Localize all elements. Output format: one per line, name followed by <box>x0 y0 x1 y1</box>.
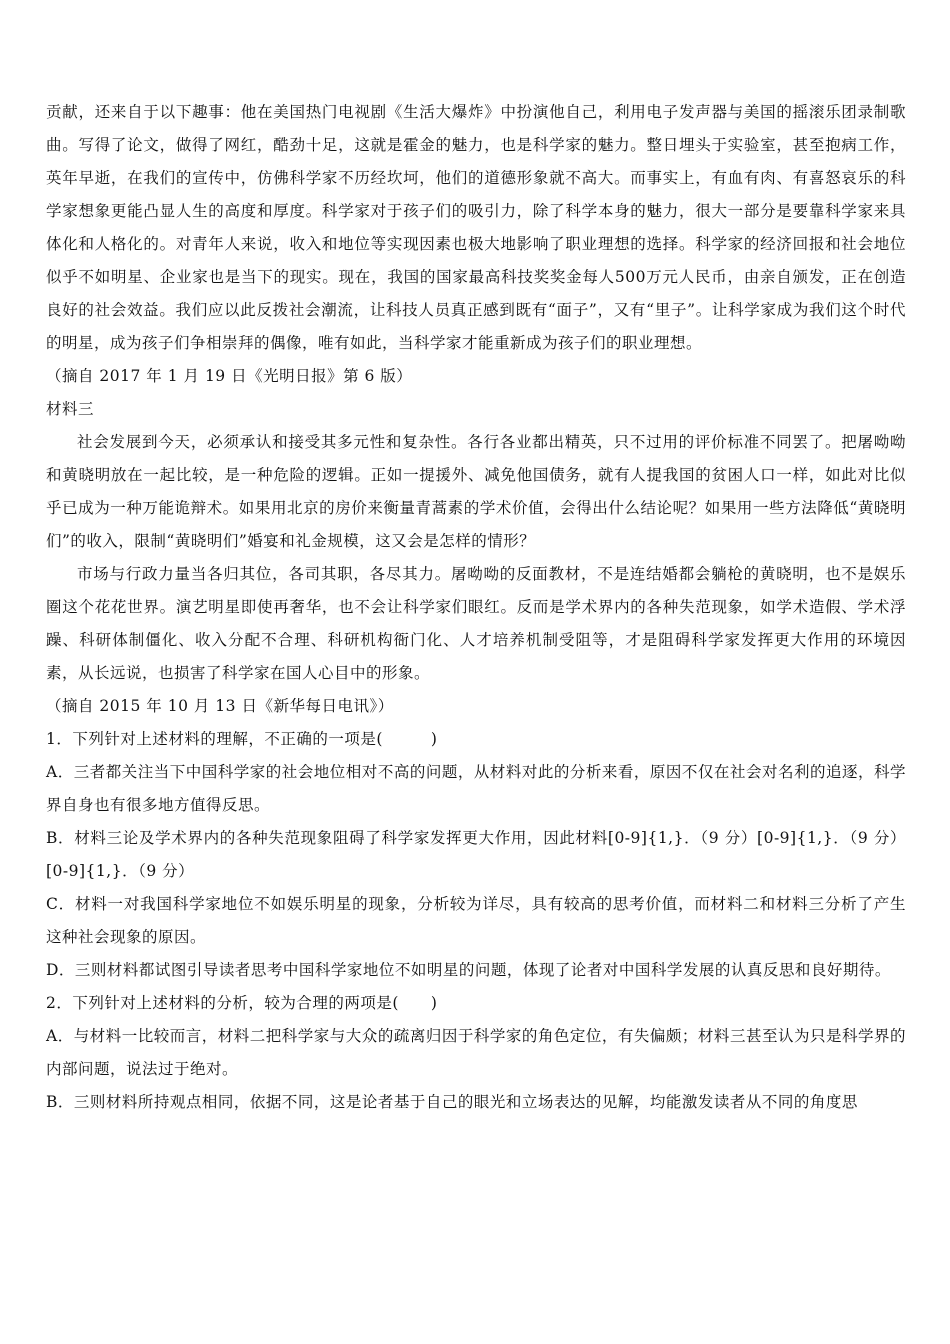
question-2-option-a: A．与材料一比较而言，材料二把科学家与大众的疏离归因于科学家的角色定位，有失偏颇；材料三甚至认为只是科学界的内部问题，说法过于绝对。 <box>46 1027 906 1078</box>
document-body <box>46 96 906 1119</box>
question-1-option-b: B．材料三论及学术界内的各种失范现象阻碍了科学家发挥更大作用，因此材料[0-9]{1,}．（9 分）[0-9]{1,}．（9 分）[0-9]{1,}．（9 分） <box>46 829 906 880</box>
material2-paragraph-end: 贡献，还来自于以下趣事：他在美国热门电视剧《生活大爆炸》中扮演他自己，利用电子发声器与美国的摇滚乐团录制歌曲。写得了论文，做得了网红，酷劲十足，这就是霍金的魅力，也是科学家的魅力。整日埋头于实验室，甚至抱病工作，英年早逝，在我们的宣传中，仿佛科学家不历经坎坷，他们的道德形象就不高大。而事实上，有血有肉、有喜怒哀乐的科学家想象更能凸显人生的高度和厚度。科学家对于孩子们的吸引力，除了科学本身的魅力，很大一部分是要靠科学家来具体化和人格化的。对青年人来说，收入和地位等实现因素也极大地影响了职业理想的选择。科学家的经济回报和社会地位似乎不如明星、企业家也是当下的现实。现在，我国的国家最高科技奖奖金每人500万元人民币，由亲自颁发，正在创造良好的社会效益。我们应以此反拨社会潮流，让科技人员真正感到既有“面子”，又有“里子”。让科学家成为我们这个时代的明星，成为孩子们争相崇拜的偶像，唯有如此，当科学家才能重新成为孩子们的职业理想。 <box>46 103 906 352</box>
material3-paragraph-1: 社会发展到今天，必须承认和接受其多元性和复杂性。各行各业都出精英，只不过用的评价标准不同罢了。把屠呦呦和黄晓明放在一起比较，是一种危险的逻辑。正如一提援外、减免他国债务，就有人提我国的贫困人口一样，如此对比似乎已成为一种万能诡辩术。如果用北京的房价来衡量青蒿素的学术价值，会得出什么结论呢？如果用一些方法降低“黄晓明们”的收入，限制“黄晓明们”婚宴和礼金规模，这又会是怎样的情形？ <box>46 433 906 550</box>
question-1-option-d: D．三则材料都试图引导读者思考中国科学家地位不如明星的问题，体现了论者对中国科学发展的认真反思和良好期待。 <box>46 961 891 979</box>
citation-xinhua: （摘自 2015 年 10 月 13 日《新华每日电讯》） <box>46 697 394 715</box>
question-2-stem: 2．下列针对上述材料的分析，较为合理的两项是( ) <box>46 994 438 1012</box>
question-1-option-a: A．三者都关注当下中国科学家的社会地位相对不高的问题，从材料对此的分析来看，原因不仅在社会对名利的追逐，科学界自身也有很多地方值得反思。 <box>46 763 906 814</box>
question-2-option-b: B．三则材料所持观点相同，依据不同，这是论者基于自己的眼光和立场表达的见解，均能激发读者从不同的角度思 <box>46 1093 858 1111</box>
question-1-option-c: C．材料一对我国科学家地位不如娱乐明星的现象，分析较为详尽，具有较高的思考价值，而材料二和材料三分析了产生这种社会现象的原因。 <box>46 895 906 946</box>
material3-title: 材料三 <box>46 400 95 418</box>
citation-guangming: （摘自 2017 年 1 月 19 日《光明日报》第 6 版） <box>46 367 413 385</box>
question-1-stem: 1．下列针对上述材料的理解，不正确的一项是( ) <box>46 730 438 748</box>
material3-paragraph-2: 市场与行政力量当各归其位，各司其职，各尽其力。屠呦呦的反面教材，不是连结婚都会躺枪的黄晓明，也不是娱乐圈这个花花世界。演艺明星即使再奢华，也不会让科学家们眼红。反而是学术界内的各种失范现象，如学术造假、学术浮躁、科研体制僵化、收入分配不合理、科研机构衙门化、人才培养机制受阻等，才是阻碍科学家发挥更大作用的环境因素，从长远说，也损害了科学家在国人心目中的形象。 <box>46 565 906 682</box>
